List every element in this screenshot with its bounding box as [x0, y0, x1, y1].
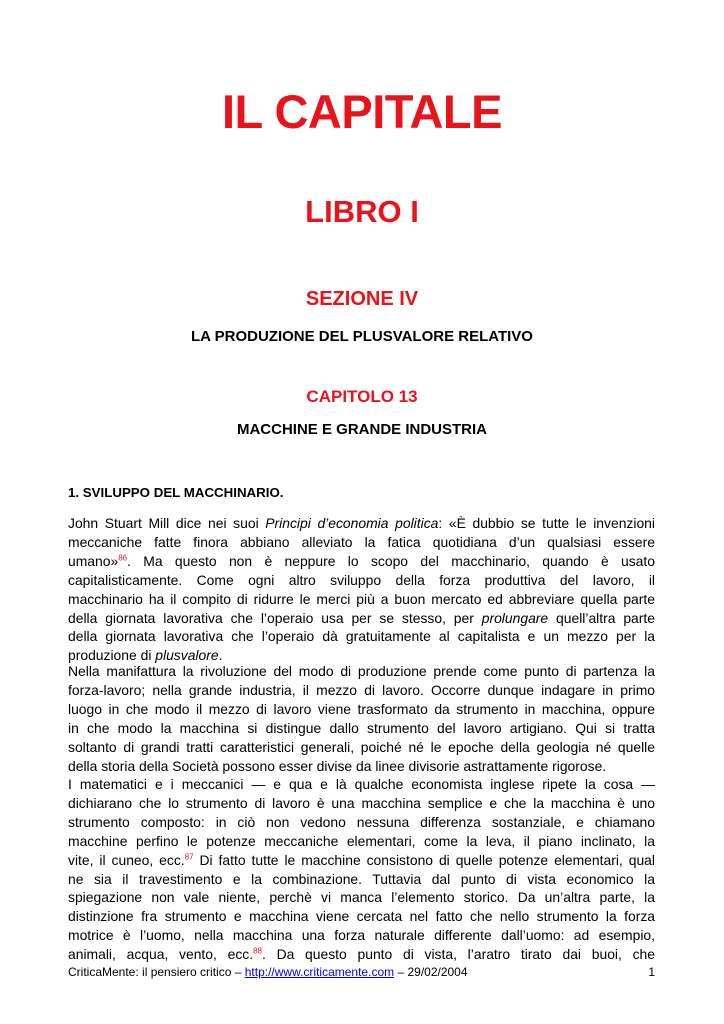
text-line: vite, il cuneo, ecc.$^{87}$ Di fatto tutte le macchine consistono di quelle potenze elementari, qual	[68, 851, 655, 868]
text-line: John Stuart Mill dice nei suoi Principi d’economia politica: «È dubbio se tutte le invenzioni	[68, 515, 655, 531]
chapter-heading: CAPITOLO 13	[306, 387, 418, 406]
text-line: della storia della Società possono esser divise da linee divisorie astrattamente rigorose.	[68, 757, 607, 774]
text-line: macchinario ha il compito di ridurre le merci più a buon mercato ed abbreviare quella parte	[68, 590, 655, 607]
text-line: dichiarano che lo strumento di lavoro è una macchina semplice e che la macchina è uno	[68, 794, 655, 811]
text-line: strumento composto: in ciò non vedono nessuna differenza sostanziale, e chiamano	[68, 813, 655, 830]
paragraph-1	[68, 514, 655, 665]
footer-link[interactable]: http://www.criticamente.com	[244, 965, 395, 979]
text-line: soltanto di grandi tratti caratteristici generali, poiché né le epoche della geologia né quelle	[68, 738, 655, 755]
subsection-heading: 1. SVILUPPO DEL MACCHINARIO.	[68, 485, 284, 500]
text-line: macchine perfino le potenze meccaniche elementari, come la leva, il piano inclinato, la	[68, 832, 655, 849]
text-line: spiegazione non vale niente, perchè vi manca l’elemento storico. Da un’altra parte, la	[68, 889, 655, 906]
text-line: animali, acqua, vento, ecc.$^{88}$. Da questo punto di vista, l’aratro tirato dai buoi, che	[68, 946, 655, 963]
paragraph-3	[68, 775, 655, 964]
footnote-ref-87[interactable]: 87	[184, 852, 194, 861]
text-line: della giornata lavorativa che l’operaio dà gratuitamente al capitalista e un mezzo per la	[68, 628, 655, 645]
text-line: meccaniche fatte finora abbiano alleviato la fatica quotidiana d’un qualsiasi essere	[68, 533, 655, 550]
text-line: luogo in che modo il mezzo di lavoro viene trasformato da strumento in macchina, oppure	[68, 700, 655, 717]
paragraph-2	[68, 662, 655, 775]
text-line: capitalisticamente. Come ogni altro sviluppo della forza produttiva del lavoro, il	[68, 571, 655, 588]
text-line: in che modo la macchina si distingue dallo strumento del lavoro artigiano. Qui si tratta	[68, 719, 655, 736]
text-line: della giornata lavorativa che l’operaio usa per se stesso, per prolungare quell’altra parte	[68, 609, 655, 626]
book-heading: LIBRO I	[305, 194, 419, 229]
document-title: IL CAPITALE	[222, 85, 502, 138]
text-line: I matematici e i meccanici — e qua e là qualche economista inglese ripete la cosa —	[68, 776, 655, 792]
chapter-title: MACCHINE E GRANDE INDUSTRIA	[236, 421, 487, 438]
footer-source: CriticaMente: il pensiero critico – http://www.criticamente.com – 29/02/2004	[68, 965, 468, 979]
section-heading: SEZIONE IV	[305, 288, 419, 310]
text-line: ne sia il travestimento e la combinazione. Tuttavia dal punto di vista economico la	[68, 870, 655, 887]
footnote-ref-86[interactable]: 86	[118, 553, 128, 563]
text-line: motrice è l’uomo, nella macchina una forza naturale differente dall’uomo: ad esempio,	[68, 927, 655, 944]
text-line: Nella manifattura la rivoluzione del modo di produzione prende come punto di partenza la	[68, 663, 655, 679]
text-line: produzione di plusvalore.	[68, 647, 223, 664]
text-line: forza-lavoro; nella grande industria, il mezzo di lavoro. Occorre dunque indagare in primo	[68, 681, 655, 698]
text-line: distinzione fra strumento e macchina viene cercata nel fatto che nello strumento la forza	[68, 908, 655, 925]
footnote-ref-88[interactable]: 88	[253, 946, 262, 956]
text-line: umano»$^{86}$. Ma questo non è neppure lo scopo del macchinario, quando è usato	[68, 552, 655, 569]
page-number: 1	[648, 965, 655, 979]
section-title: LA PRODUZIONE DEL PLUSVALORE RELATIVO	[191, 328, 533, 345]
